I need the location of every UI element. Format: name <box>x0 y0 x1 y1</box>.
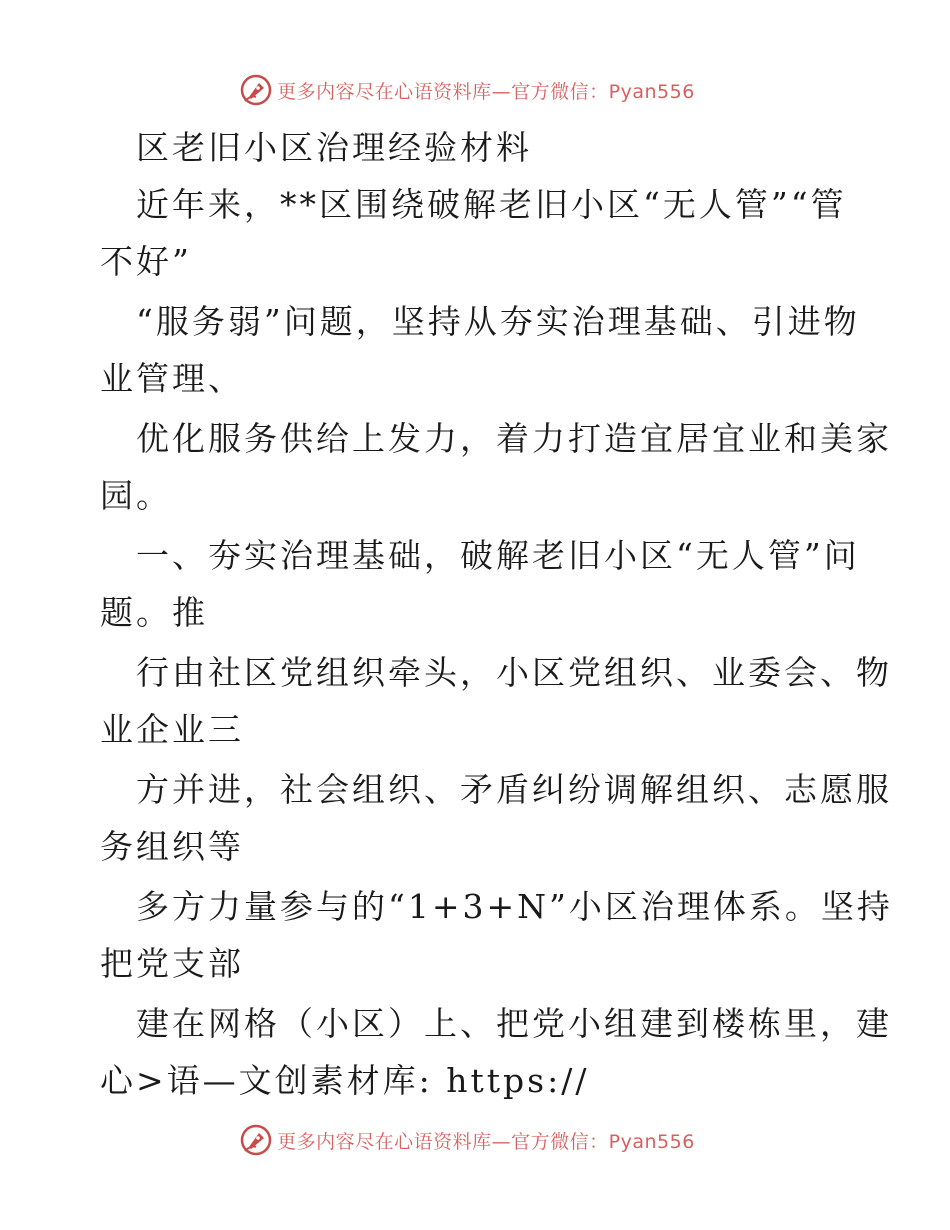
paragraph-line: 近年来，**区围绕破解老旧小区“无人管”“管 <box>136 185 847 224</box>
paragraph-line: 心>语—文创素材库: https:// <box>100 1061 590 1100</box>
paragraph-line: “服务弱”问题，坚持从夯实治理基础、引进物 <box>136 302 860 341</box>
paragraph-line: 业企业三 <box>100 710 244 749</box>
document-title: 区老旧小区治理经验材料 <box>136 128 532 167</box>
pen-nib-logo-icon <box>239 1123 273 1157</box>
paragraph-line: 题。推 <box>100 593 208 632</box>
paragraph-line: 行由社区党组织牵头，小区党组织、业委会、物 <box>136 653 892 692</box>
paragraph-line: 优化服务供给上发力，着力打造宜居宜业和美家 <box>136 419 892 458</box>
paragraph-line: 园。 <box>100 476 172 515</box>
header-banner-text: 更多内容尽在心语资料库—官方微信：Pyan556 <box>277 80 695 103</box>
paragraph-line: 方并进，社会组织、矛盾纠纷调解组织、志愿服 <box>136 770 892 809</box>
section-heading-line: 一、夯实治理基础，破解老旧小区“无人管”问 <box>136 536 860 575</box>
paragraph-line: 建在网格（小区）上、把党小组建到楼栋里，建 <box>136 1004 892 1043</box>
paragraph-line: 多方力量参与的“1+3+N”小区治理体系。坚持 <box>136 887 893 926</box>
footer-banner-text: 更多内容尽在心语资料库—官方微信：Pyan556 <box>277 1130 695 1153</box>
paragraph-line: 不好” <box>100 242 192 281</box>
paragraph-line: 把党支部 <box>100 944 244 983</box>
paragraph-line: 务组织等 <box>100 827 244 866</box>
footer-banner <box>0 1120 950 1160</box>
paragraph-line: 业管理、 <box>100 359 244 398</box>
